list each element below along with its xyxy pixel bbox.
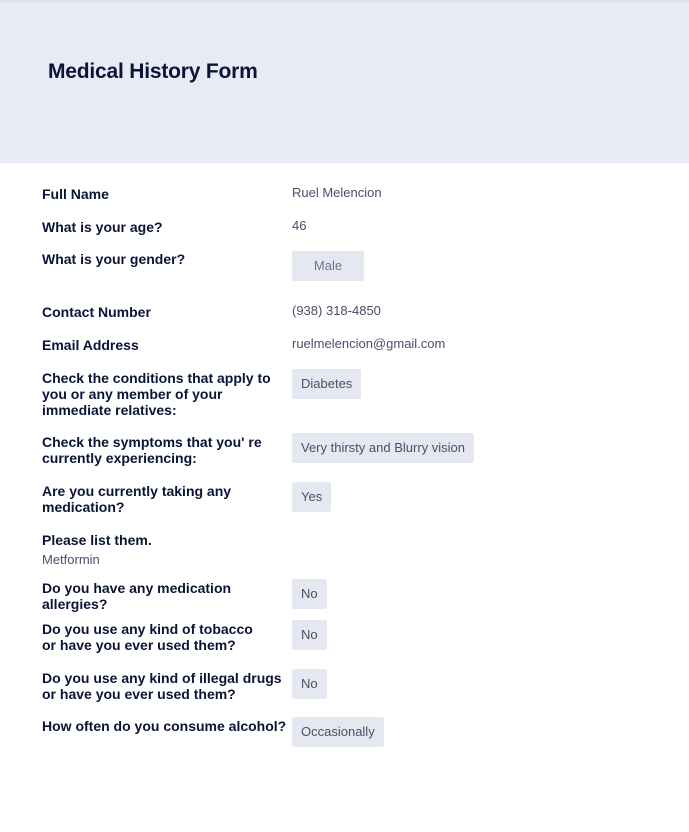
medication-list-value: Metformin [42,552,100,567]
gender-value-chip: Male [292,251,364,281]
drugs-value-chip: No [292,669,327,699]
full-name-label: Full Name [42,186,109,202]
age-label: What is your age? [42,219,163,235]
age-value: 46 [292,218,307,233]
form-title: Medical History Form [48,60,258,83]
gender-label: What is your gender? [42,251,186,267]
email-value: ruelmelencion@gmail.com [292,336,446,351]
medication-list-label: Please list them. [42,532,152,548]
allergies-label: Do you have any medication allergies? [42,580,232,612]
tobacco-label: Do you use any kind of tobacco or have you ever used them? [42,621,253,653]
drugs-label: Do you use any kind of illegal drugs or have you ever used them? [42,670,282,702]
alcohol-value-chip: Occasionally [292,717,384,747]
medication-label: Are you currently taking any medication? [42,483,232,515]
contact-value: (938) 318-4850 [292,303,381,318]
symptoms-value-chip: Very thirsty and Blurry vision [292,433,474,463]
alcohol-label: How often do you consume alcohol? [42,718,287,734]
conditions-value-chip: Diabetes [292,369,361,399]
contact-label: Contact Number [42,304,151,320]
email-label: Email Address [42,337,139,353]
full-name-value: Ruel Melencion [292,185,382,200]
tobacco-value-chip: No [292,620,327,650]
medication-value-chip: Yes [292,482,331,512]
form-header [0,0,689,163]
symptoms-label: Check the symptoms that you' re currently experiencing: [42,434,262,466]
conditions-label: Check the conditions that apply to you or any member of your immediate relatives: [42,370,271,418]
allergies-value-chip: No [292,579,327,609]
